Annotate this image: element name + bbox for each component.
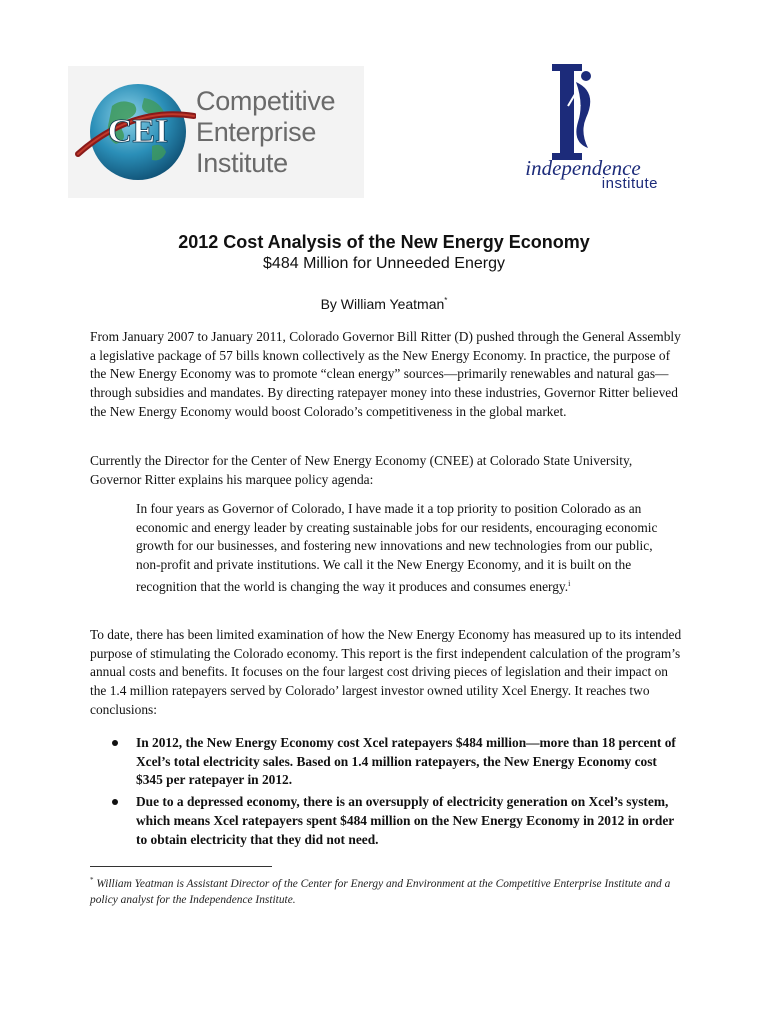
conclusions-list xyxy=(90,734,682,852)
bullet-icon xyxy=(112,799,118,805)
footnote xyxy=(90,872,680,908)
block-quote xyxy=(136,500,672,597)
cei-wordmark xyxy=(196,86,335,179)
footnote-mark: * xyxy=(90,876,94,884)
document-subtitle: $484 Million for Unneeded Energy xyxy=(263,255,505,272)
paragraph-intro: From January 2007 to January 2011, Colorado Governor Bill Ritter (D) pushed through the General Assembly a legislative package of 57 bills known collectively as the New Energy Economy. In practice, the purpose of the New Energy Economy was to promote “clean energy” sources—primarily renewables and natural gas—through subsidies and mandates. By directing ratepayer money into these industries, Governor Ritter believed the New Energy Economy would boost Colorado’s competitiveness in the global market. xyxy=(90,329,681,419)
cei-logo xyxy=(68,66,364,198)
list-item-text: Due to a depressed economy, there is an oversupply of electricity generation on Xcel’s system, which means Xcel ratepayers spent $484 million on the New Energy Economy in 2012 in order to obtain electricity that they did not need. xyxy=(136,794,674,847)
bullet-icon xyxy=(112,740,118,746)
cei-line2: Enterprise xyxy=(196,117,317,147)
byline-footnote-mark: * xyxy=(444,296,448,305)
globe-icon xyxy=(72,76,196,188)
cei-line1: Competitive xyxy=(196,86,336,116)
quote-text: In four years as Governor of Colorado, I have made it a top priority to position Colorado as an economic and energy leader by creating sustainable jobs for our residents, encouraging economic growth for our businesses, and fostering new innovations and new technologies from our public, non-profit and private institutions. We call it the New Energy Economy, and it is built on the recognition that the world is changing the way it produces and consumes energy. xyxy=(136,501,658,594)
footnote-text: William Yeatman is Assistant Director of the Center for Energy and Environment at the Competitive Enterprise Institute and a policy analyst for the Independence Institute. xyxy=(90,878,671,906)
list-item xyxy=(90,734,682,790)
list-item-text: In 2012, the New Energy Economy cost Xcel ratepayers $484 million—more than 18 percent of Xcel’s total electricity sales. Based on 1.4 million ratepayers, the New Energy Economy cost $345 per ratepayer in 2012. xyxy=(136,735,676,788)
ii-name: independence xyxy=(525,156,641,180)
independence-institute-logo xyxy=(508,62,658,194)
footnote-divider xyxy=(90,866,272,867)
list-item xyxy=(90,793,682,849)
paragraph-examination: To date, there has been limited examination of how the New Energy Economy has measured up to its intended purpose of stimulating the Colorado economy. This report is the first independent calculation of the program’s annual costs and benefits. It focuses on the four largest cost driving pieces of legislation and their impact on the 1.4 million ratepayers served by Colorado’ largest investor owned utility Xcel Energy. It reaches two conclusions: xyxy=(90,627,682,717)
byline xyxy=(0,292,768,313)
cei-abbrev: CEI xyxy=(107,113,169,150)
cei-line3: Institute xyxy=(196,148,288,178)
ii-monogram-icon xyxy=(546,62,606,162)
quote-endnote-mark: i xyxy=(568,578,571,588)
ii-subname: institute xyxy=(601,175,658,192)
paragraph-context: Currently the Director for the Center of New Energy Economy (CNEE) at Colorado State University, Governor Ritter explains his marquee policy agenda: xyxy=(90,453,633,487)
document-title: 2012 Cost Analysis of the New Energy Economy xyxy=(178,232,590,252)
byline-text: By William Yeatman xyxy=(320,296,445,312)
